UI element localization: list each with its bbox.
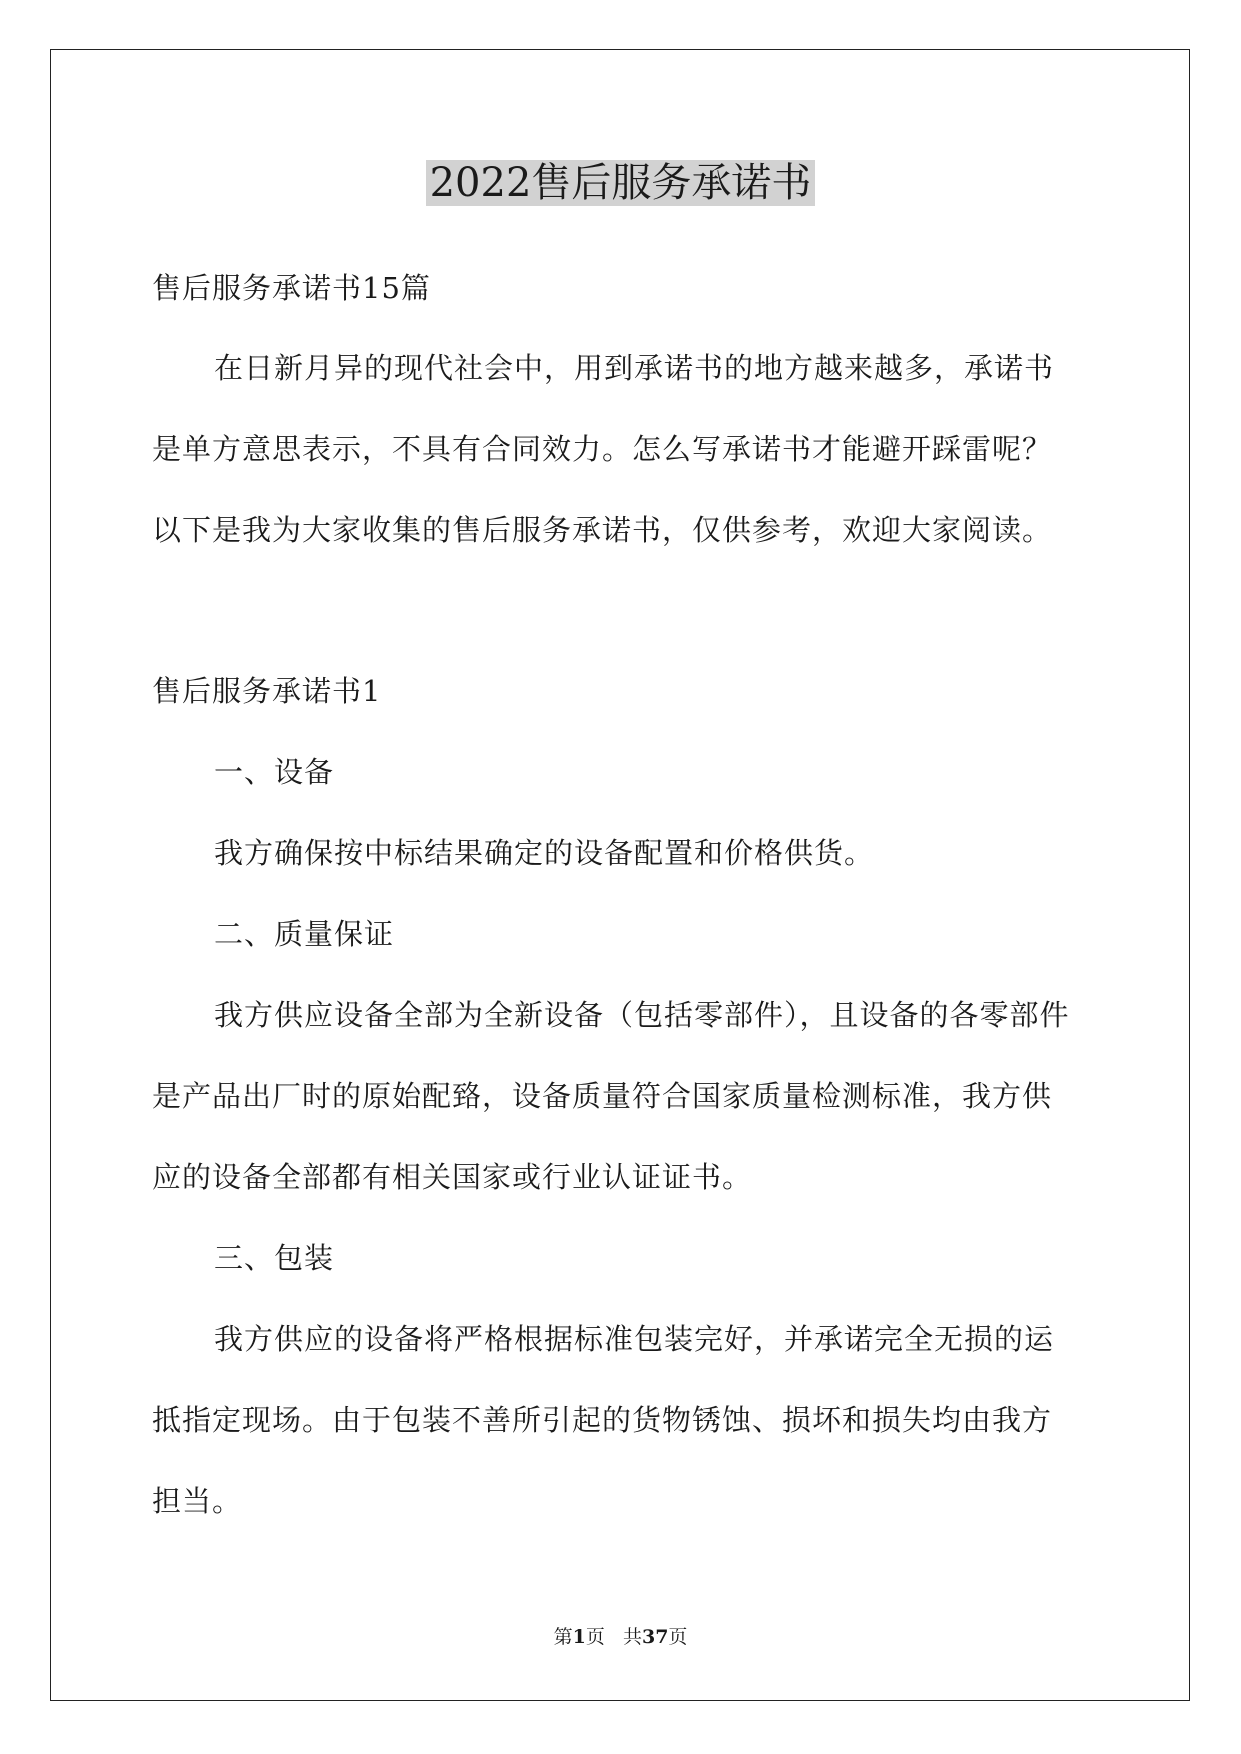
document-title-text: 2022售后服务承诺书 <box>426 160 816 206</box>
document-subtitle: 售后服务承诺书15篇 <box>152 271 431 305</box>
packaging-text-line-3: 担当。 <box>152 1484 243 1518</box>
page-footer <box>0 1625 1241 1649</box>
quality-text-line-3: 应的设备全部都有相关国家或行业认证证书。 <box>152 1160 753 1194</box>
total-prefix: 共 <box>622 1626 642 1648</box>
intro-line-3: 以下是我为大家收集的售后服务承诺书，仅供参考，欢迎大家阅读。 <box>152 513 1053 547</box>
quality-text-line-1: 我方供应设备全部为全新设备（包括零部件），且设备的各零部件 <box>214 998 1070 1032</box>
page-number: 1 <box>572 1626 586 1648</box>
section-title: 售后服务承诺书1 <box>152 674 382 708</box>
quality-heading: 二、质量保证 <box>214 917 395 951</box>
page-suffix: 页 <box>585 1626 605 1648</box>
total-suffix: 页 <box>668 1626 688 1648</box>
document-title <box>0 158 1241 208</box>
intro-line-1: 在日新月异的现代社会中，用到承诺书的地方越来越多，承诺书 <box>214 351 1055 385</box>
quality-text-line-2: 是产品出厂时的原始配臵，设备质量符合国家质量检测标准，我方供 <box>152 1079 1053 1113</box>
equipment-text: 我方确保按中标结果确定的设备配置和价格供货。 <box>214 836 875 870</box>
page-prefix: 第 <box>553 1626 573 1648</box>
equipment-heading: 一、设备 <box>214 755 335 789</box>
packaging-heading: 三、包装 <box>214 1241 335 1275</box>
packaging-text-line-1: 我方供应的设备将严格根据标准包装完好，并承诺完全无损的运 <box>214 1322 1055 1356</box>
intro-line-2: 是单方意思表示，不具有合同效力。怎么写承诺书才能避开踩雷呢？ <box>152 432 1053 466</box>
total-pages: 37 <box>641 1626 669 1648</box>
packaging-text-line-2: 抵指定现场。由于包装不善所引起的货物锈蚀、损坏和损失均由我方 <box>152 1403 1053 1437</box>
